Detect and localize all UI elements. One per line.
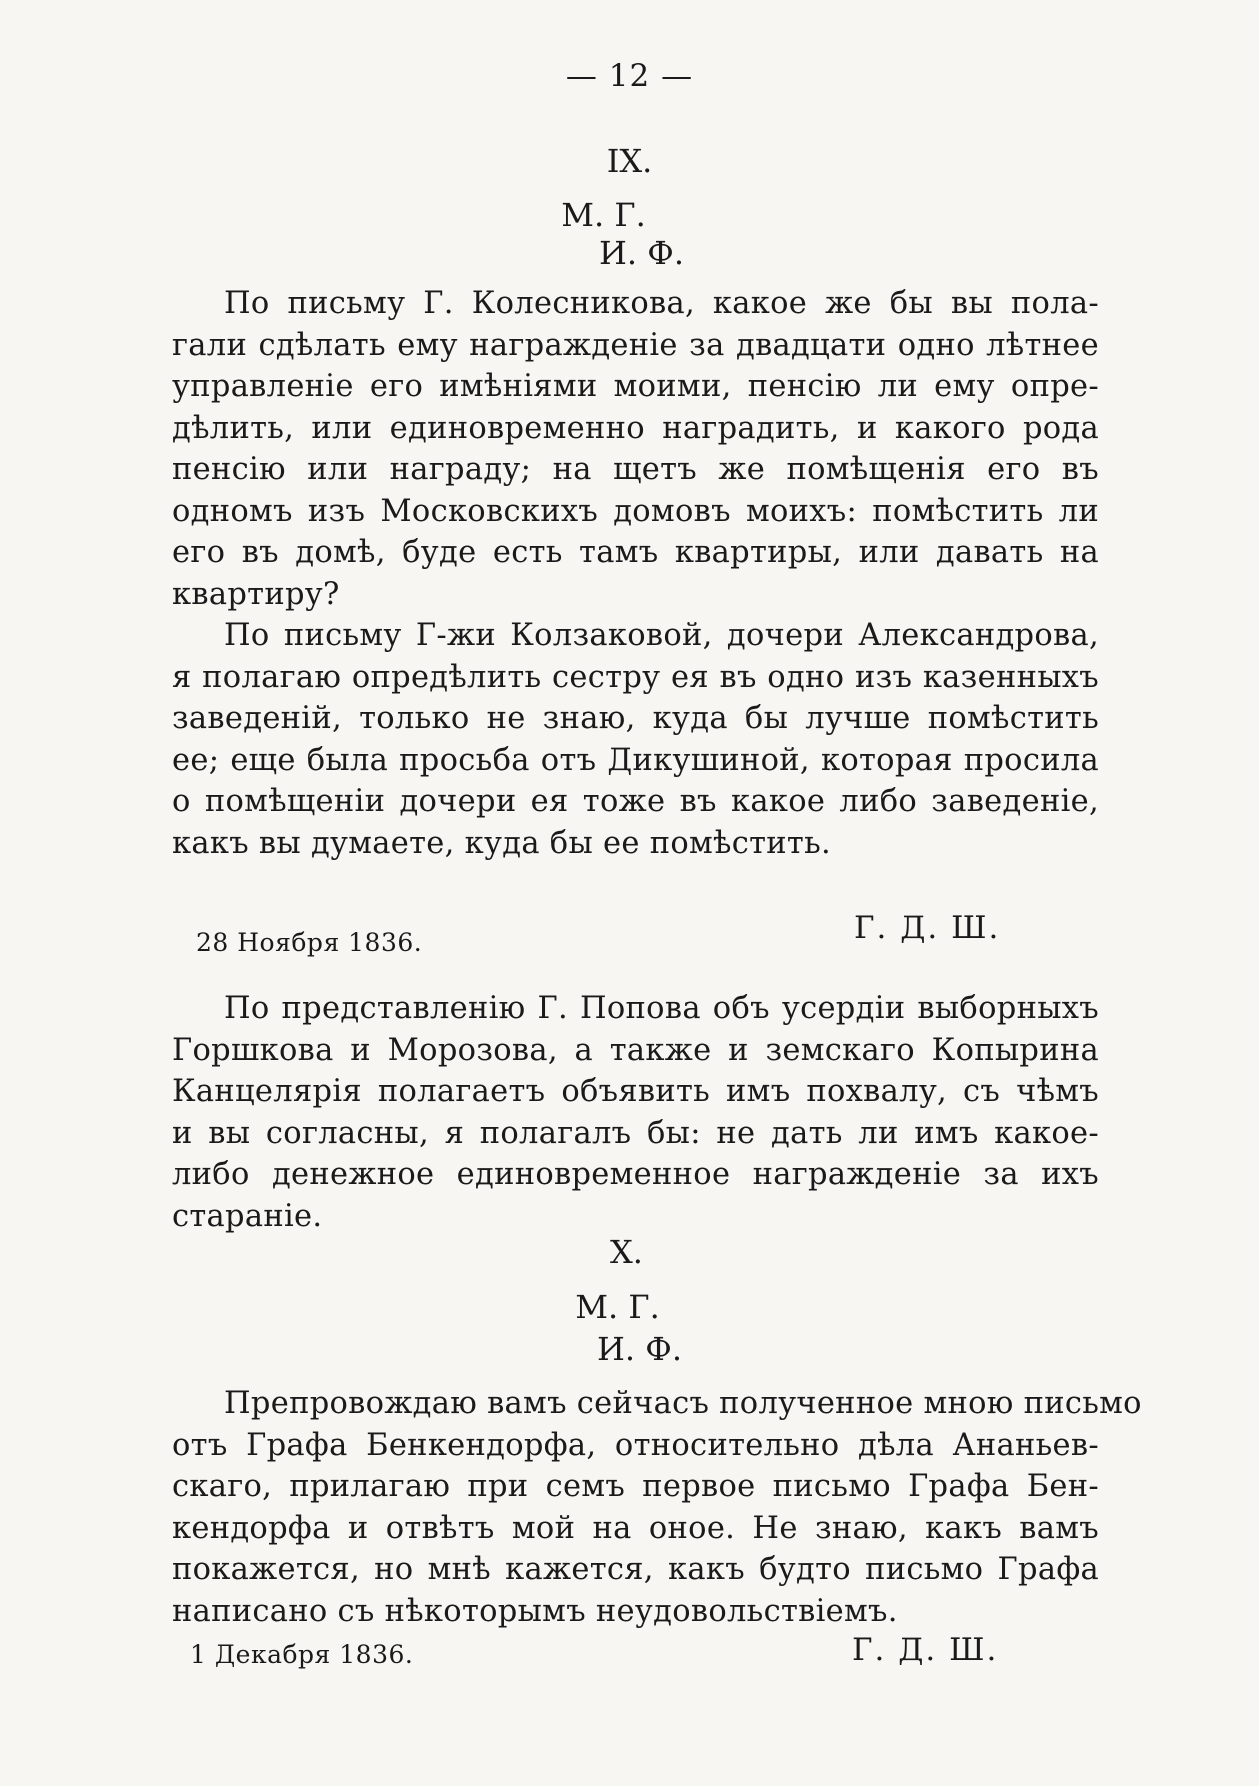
salutation-mg: М. Г. [575,1288,660,1326]
text-line: Препровождаю вамъ сейчасъ полученное мною письмо [224,1386,1142,1421]
letter-ix-paragraph-2 [172,615,1099,864]
text-line: скаго, прилагаю при семъ первое письмо Графа Бен- [172,1469,1099,1504]
letter-x-signature: Г. Д. Ш. [852,1632,999,1668]
text-line: кендорфа и отвѣтъ мой на оное. Не знаю, какъ вамъ [172,1510,1099,1546]
text-line: стараніе. [172,1198,323,1234]
text-line: одномъ изъ Московскихъ домовъ моихъ: помѣстить ли [172,493,1099,529]
text-line: ее; еще была просьба отъ Дикушиной, которая просила [172,742,1099,778]
text-line: либо денежное единовременное награжденіе за ихъ [172,1157,1099,1192]
text-line: о помѣщеніи дочери ея тоже въ какое либо заведеніе, [172,784,1099,819]
text-line: я полагаю опредѣлить сестру ея въ одно изъ казенныхъ [172,659,1099,695]
text-line: какъ вы думаете, куда бы ее помѣстить. [172,825,832,861]
text-line: написано съ нѣкоторымъ неудовольствіемъ. [172,1593,898,1629]
text-line: дѣлить, или единовременно наградить, и какого рода [172,410,1099,446]
letter-x-date: 1 Декабря 1836. [190,1640,414,1669]
text-line: его въ домѣ, буде есть тамъ квартиры, или давать на [172,535,1099,570]
letter-ix-paragraph-3 [172,988,1099,1237]
text-line: По представленію Г. Попова объ усердіи выборныхъ [224,991,1099,1026]
text-line: По письму Г. Колесникова, какое же бы вы пола- [224,286,1099,321]
salutation-mg: М. Г. [561,196,646,234]
text-line: и вы согласны, я полагалъ бы: не дать ли имъ какое- [172,1115,1099,1151]
text-line: заведеній, только не знаю, куда бы лучше помѣстить [172,701,1099,736]
text-line: гали сдѣлать ему награжденіе за двадцати одно лѣтнее [172,327,1099,363]
section-numeral-ix: IX. [606,142,653,180]
salutation-if: И. Ф. [599,234,684,272]
letter-ix-date: 28 Ноября 1836. [196,928,423,957]
text-line: Горшкова и Морозова, а также и земскаго Копырина [172,1032,1099,1068]
letter-x-paragraph-1 [172,1383,1142,1632]
text-line: пенсію или награду; на щетъ же помѣщенія его въ [172,452,1099,487]
salutation-if: И. Ф. [597,1330,682,1368]
letter-ix-signature: Г. Д. Ш. [854,910,1001,946]
text-line: покажется, но мнѣ кажется, какъ будто письмо Графа [172,1552,1099,1587]
text-line: управленіе его имѣніями моими, пенсію ли ему опре- [172,369,1099,404]
text-line: квартиру? [172,576,340,612]
text-line: отъ Графа Бенкендорфа, относительно дѣла Ананьев- [172,1427,1099,1463]
section-numeral-x: X. [610,1233,643,1271]
text-line: Канцелярія полагаетъ объявить имъ похвалу, съ чѣмъ [172,1074,1099,1109]
letter-ix-paragraph-1 [172,283,1099,615]
page-number: — 12 — [565,58,694,94]
text-line: По письму Г-жи Колзаковой, дочери Александрова, [224,618,1099,653]
